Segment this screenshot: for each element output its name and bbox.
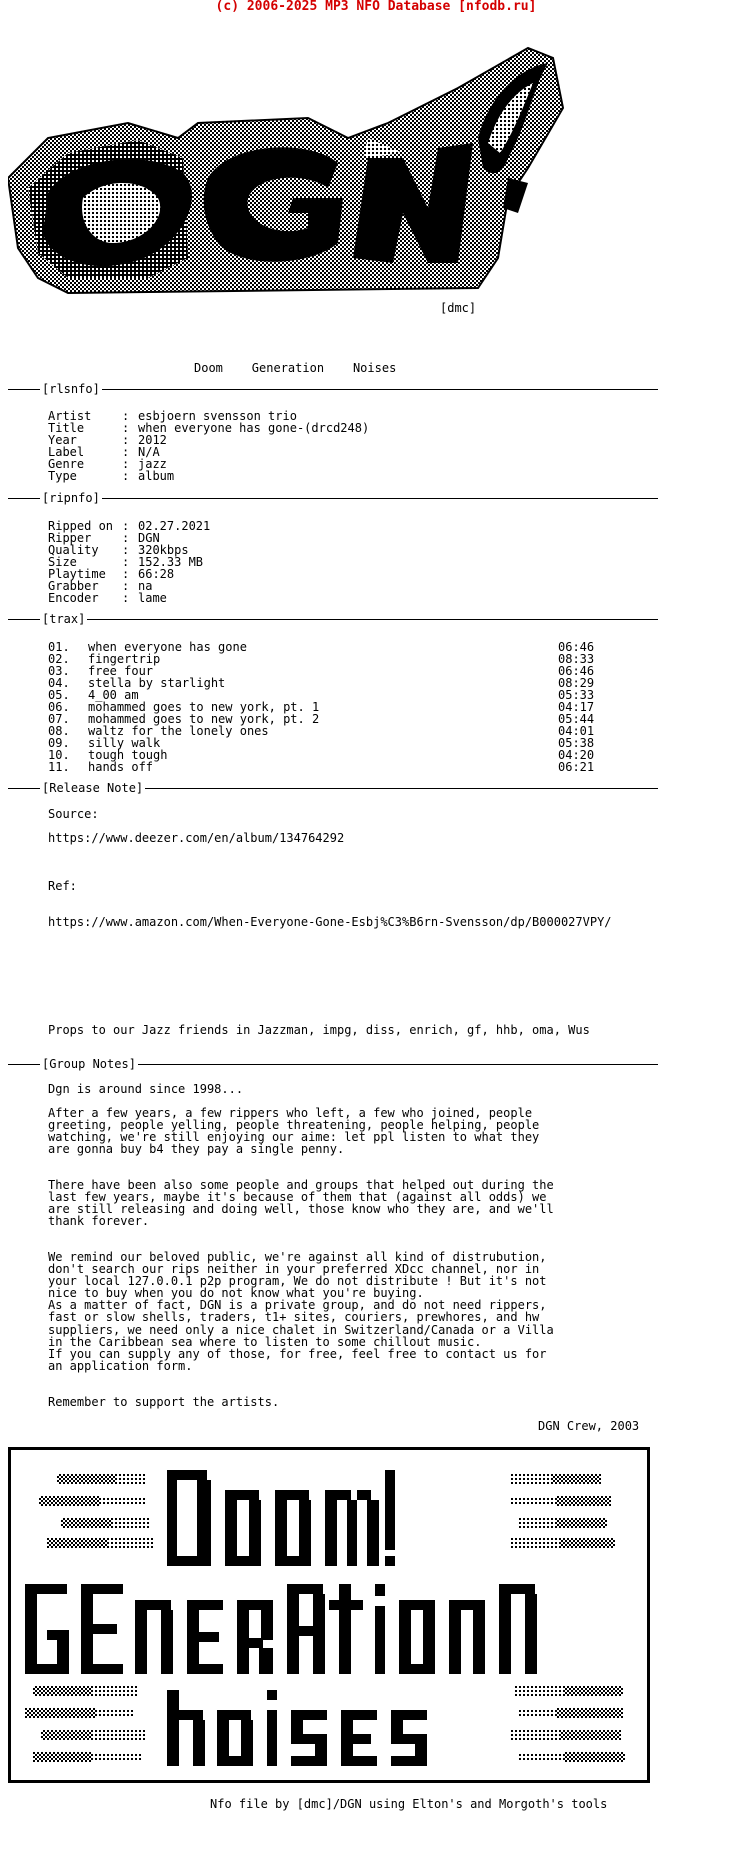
track-duration: 08:33 — [558, 652, 595, 666]
source-label: Source: — [48, 807, 99, 821]
track-duration: 05:38 — [558, 736, 595, 750]
track-title: mohammed goes to new york, pt. 2 — [88, 712, 320, 726]
field-value: 02.27.2021 — [138, 519, 211, 533]
doom-generation-noises-logo-art — [11, 1450, 647, 1780]
section-rule — [8, 619, 658, 620]
section-rule — [8, 389, 658, 390]
logo-credit: [dmc] — [440, 301, 477, 315]
track-number: 03. — [48, 664, 70, 678]
field-separator: : — [122, 555, 130, 569]
section-header-rlsnfo: [rlsnfo] — [42, 382, 100, 396]
group-notes-paragraph: We remind our beloved public, we're against all kind of distrubution, don't search our rips neither in your preferred XDcc channel, nor in your local 127.0.0.1 p2p program, We do not distribute ! But it's not nice to buy when you do not know what you're buying. As a matter of fact, DGN is a private group, and do not need rippers, fast or slow shells, traders, t1+ sites, couriers, prewhores, and hw suppliers, we need only a nice chalet in Switzerland/Canada or a Villa in the Caribbean sea where to listen to some chillout music. If you can supply any of those, for free, feel free to contact us for an application form. — [48, 1250, 554, 1373]
section-rule — [8, 498, 658, 499]
group-notes-paragraph: After a few years, a few rippers who left, a few who joined, people greeting, people yelling, people threatening, people helping, people watching, we're still enjoying our aime: let ppl listen to what they are gonna buy b4 they pay a single penny. — [48, 1106, 540, 1157]
track-title: hands off — [88, 760, 154, 774]
props-text: Props to our Jazz friends in Jazzman, impg, diss, enrich, gf, hhb, oma, Wus — [48, 1023, 590, 1037]
group-name-title: Doom Generation Noises — [194, 361, 397, 375]
field-separator: : — [122, 457, 130, 471]
field-separator: : — [122, 531, 130, 545]
dgn-logo-art — [8, 28, 568, 300]
field-separator: : — [122, 421, 130, 435]
track-number: 11. — [48, 760, 70, 774]
field-value: DGN — [138, 531, 160, 545]
field-label: Encoder — [48, 591, 99, 605]
field-value: 2012 — [138, 433, 167, 447]
group-notes-paragraph: There have been also some people and groups that helped out during the last few years, maybe it's because of them that (against all odds) we are still releasing and doing well, those know who they are, and we'll thank forever. — [48, 1178, 554, 1229]
track-duration: 05:33 — [558, 688, 595, 702]
source-url: https://www.deezer.com/en/album/134764292 — [48, 831, 345, 845]
bottom-logo-box — [8, 1447, 650, 1783]
track-duration: 04:17 — [558, 700, 595, 714]
section-header-release-note: [Release Note] — [42, 781, 144, 795]
track-duration: 06:46 — [558, 640, 595, 654]
field-value: jazz — [138, 457, 167, 471]
field-value: 152.33 MB — [138, 555, 204, 569]
field-value: 66:28 — [138, 567, 175, 581]
field-value: na — [138, 579, 153, 593]
field-separator: : — [122, 469, 130, 483]
track-number: 04. — [48, 676, 70, 690]
track-duration: 08:29 — [558, 676, 595, 690]
field-separator: : — [122, 543, 130, 557]
field-label: Grabber — [48, 579, 99, 593]
section-header-ripnfo: [ripnfo] — [42, 491, 100, 505]
field-value: album — [138, 469, 175, 483]
field-label: Quality — [48, 543, 99, 557]
field-separator: : — [122, 591, 130, 605]
section-header-group-notes: [Group Notes] — [42, 1057, 136, 1071]
group-notes-paragraph: Remember to support the artists. — [48, 1395, 280, 1409]
field-separator: : — [122, 579, 130, 593]
field-value: 320kbps — [138, 543, 189, 557]
section-header-trax: [trax] — [42, 612, 86, 626]
field-separator: : — [122, 409, 130, 423]
track-duration: 05:44 — [558, 712, 595, 726]
track-duration: 04:20 — [558, 748, 595, 762]
track-number: 02. — [48, 652, 70, 666]
track-number: 01. — [48, 640, 70, 654]
field-label: Artist — [48, 409, 92, 423]
field-label: Ripper — [48, 531, 92, 545]
field-label: Ripped on — [48, 519, 114, 533]
track-number: 06. — [48, 700, 70, 714]
track-title: waltz for the lonely ones — [88, 724, 269, 738]
track-title: fingertrip — [88, 652, 161, 666]
track-title: when everyone has gone — [88, 640, 247, 654]
track-duration: 04:01 — [558, 724, 595, 738]
ref-url: https://www.amazon.com/When-Everyone-Gone-Esbj%C3%B6rn-Svensson/dp/B000027VPY/ — [48, 915, 612, 929]
group-notes-paragraph: Dgn is around since 1998... — [48, 1082, 244, 1096]
field-separator: : — [122, 433, 130, 447]
track-number: 07. — [48, 712, 70, 726]
copyright-notice: (c) 2006-2025 MP3 NFO Database [nfodb.ru] — [215, 0, 537, 14]
field-label: Genre — [48, 457, 85, 471]
track-title: free four — [88, 664, 154, 678]
field-separator: : — [122, 567, 130, 581]
track-number: 10. — [48, 748, 70, 762]
track-title: 4_00 am — [88, 688, 139, 702]
field-label: Title — [48, 421, 85, 435]
signature: DGN Crew, 2003 — [538, 1419, 640, 1433]
track-number: 05. — [48, 688, 70, 702]
field-label: Year — [48, 433, 77, 447]
field-separator: : — [122, 445, 130, 459]
track-title: stella by starlight — [88, 676, 226, 690]
field-separator: : — [122, 519, 130, 533]
ref-label: Ref: — [48, 879, 77, 893]
track-title: mohammed goes to new york, pt. 1 — [88, 700, 320, 714]
field-value: when everyone has gone-(drcd248) — [138, 421, 370, 435]
track-title: tough tough — [88, 748, 168, 762]
track-number: 09. — [48, 736, 70, 750]
track-duration: 06:46 — [558, 664, 595, 678]
field-value: N/A — [138, 445, 160, 459]
track-number: 08. — [48, 724, 70, 738]
field-value: lame — [138, 591, 167, 605]
field-label: Playtime — [48, 567, 106, 581]
field-label: Label — [48, 445, 85, 459]
track-title: silly walk — [88, 736, 161, 750]
field-label: Type — [48, 469, 77, 483]
track-duration: 06:21 — [558, 760, 595, 774]
field-label: Size — [48, 555, 77, 569]
footer-credit: Nfo file by [dmc]/DGN using Elton's and Morgoth's tools — [210, 1797, 608, 1811]
field-value: esbjoern svensson trio — [138, 409, 297, 423]
